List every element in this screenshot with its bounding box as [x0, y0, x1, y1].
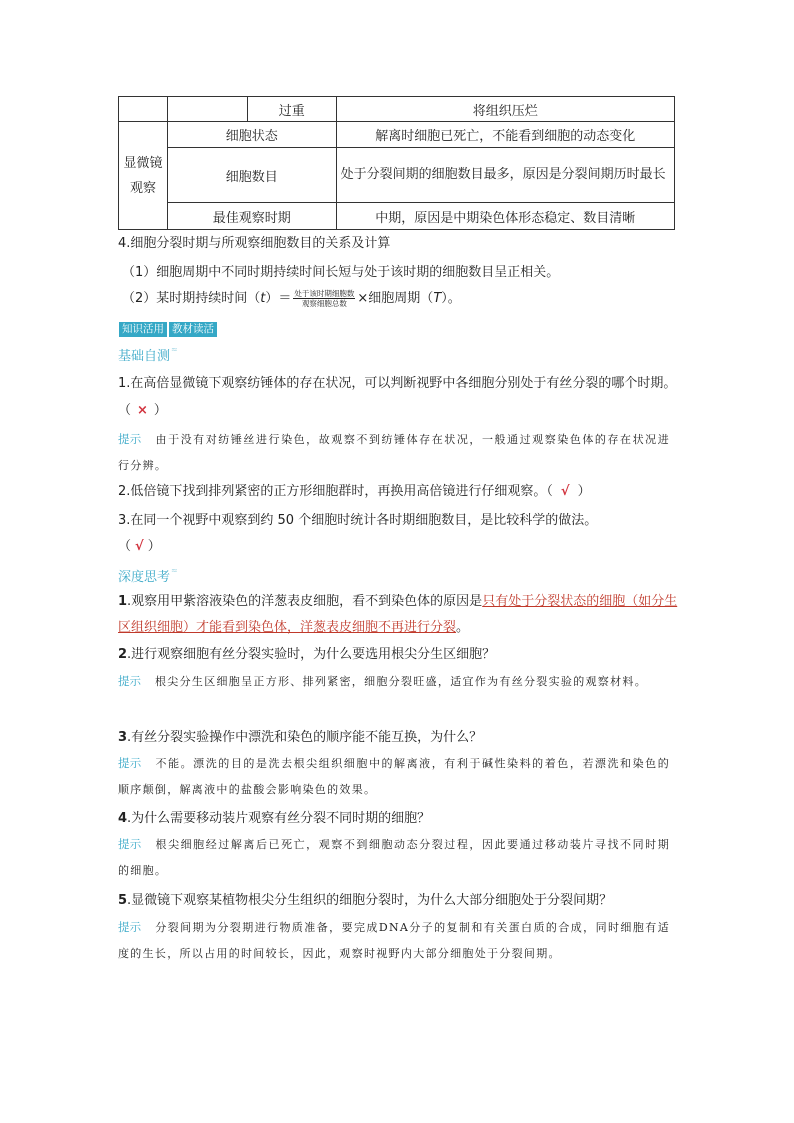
deep-q1: 1.观察用甲紫溶液染色的洋葱表皮细胞，看不到染色体的原因是只有处于分裂状态的细胞（如分生区组织细胞）才能看到染色体，洋葱表皮细胞不再进行分裂。 [118, 594, 678, 635]
formula-var-T: T [433, 291, 442, 306]
table-cell [167, 97, 247, 122]
wave-icon: ≈ [171, 345, 178, 354]
section4-title: 4.细胞分裂时期与所观察细胞数目的关系及计算 [118, 236, 391, 251]
table-row [119, 203, 675, 230]
basic-q2: 2.低倍镜下找到排列紧密的正方形细胞群时，再换用高倍镜进行仔细观察。（ √ ） [118, 484, 591, 499]
deep-q5: 5.显微镜下观察某植物根尖分生组织的细胞分裂时，为什么大部分细胞处于分裂间期？ [118, 893, 613, 908]
section4-item2 [122, 287, 461, 311]
table-cell: 过重 [247, 97, 336, 122]
deep-think-heading: 深度思考≈ [118, 566, 178, 585]
table-cell: 中期，原因是中期染色体形态稳定、数目清晰 [336, 203, 674, 230]
hint-label: 提示 [118, 674, 141, 688]
formula-var-t: t [260, 291, 266, 306]
answer-mark: √ [560, 484, 570, 499]
table-row [119, 148, 675, 203]
table-cell: 处于分裂间期的细胞数目最多，原因是分裂间期历时最长 [336, 148, 674, 203]
formula-text: ×细胞周期（ [357, 291, 434, 306]
deep-q2: 2.进行观察细胞有丝分裂实验时，为什么要选用根尖分生区细胞？ [118, 647, 496, 662]
section-badges [119, 322, 217, 337]
table-cell: 细胞状态 [167, 122, 336, 148]
basic-q1: 1.在高倍显微镜下观察纺锤体的存在状况，可以判断视野中各细胞分别处于有丝分裂的哪个时期。（ × ） [118, 376, 677, 418]
formula-text: ）。 [441, 291, 461, 306]
formula-text: （2）某时期持续时间（ [122, 291, 261, 306]
fraction-numerator: 处于该时期细胞数 [294, 289, 355, 298]
deep-q4: 4.为什么需要移动装片观察有丝分裂不同时期的细胞？ [118, 811, 431, 826]
answer-mark: × [137, 403, 148, 418]
hint-label: 提示 [118, 756, 142, 770]
hint-label: 提示 [118, 432, 142, 446]
group-label-cell: 显微镜观察 [119, 122, 168, 230]
table-cell: 最佳观察时期 [167, 203, 336, 230]
table-cell: 细胞数目 [167, 148, 336, 203]
table-cell [119, 97, 168, 122]
fraction-denominator: 观察细胞总数 [301, 299, 347, 308]
hint-label: 提示 [118, 920, 142, 934]
deep-q3: 3.有丝分裂实验操作中漂洗和染色的顺序能不能互换，为什么？ [118, 730, 483, 745]
deep-hint3: 提示 不能。漂洗的目的是洗去根尖组织细胞中的解离液，有利于碱性染料的着色，若漂洗和染色的顺序颠倒，解离液中的盐酸会影响染色的效果。 [118, 756, 671, 796]
table-row [119, 97, 675, 122]
basic-hint1: 提示 由于没有对纺锤丝进行染色，故观察不到纺锤体存在状况，一般通过观察染色体的存在状况进行分辨。 [118, 432, 671, 472]
wave-icon: ≈ [171, 566, 178, 575]
basic-test-heading: 基础自测≈ [118, 345, 178, 364]
table-row [119, 122, 675, 148]
observation-table [118, 96, 675, 230]
formula-text: ）＝ [265, 291, 292, 306]
formula-fraction [293, 289, 355, 308]
badge-textbook: 教材读活 [169, 322, 217, 337]
badge-knowledge: 知识活用 [119, 322, 167, 337]
answer-fill: 只有处于分裂状态的细胞（如分生区组织细胞）才能看到染色体，洋葱表皮细胞不再进行分裂 [118, 594, 678, 635]
deep-hint4: 提示 根尖细胞经过解离后已死亡，观察不到细胞动态分裂过程，因此要通过移动装片寻找不同时期的细胞。 [118, 837, 671, 877]
deep-hint5: 提示 分裂间期为分裂期进行物质准备，要完成DNA分子的复制和有关蛋白质的合成，同时细胞有适度的生长，所以占用的时间较长，因此，观察时视野内大部分细胞处于分裂间期。 [118, 920, 670, 960]
deep-hint2: 提示 根尖分生区细胞呈正方形、排列紧密，细胞分裂旺盛，适宜作为有丝分裂实验的观察材料。 [118, 674, 647, 688]
hint-label: 提示 [118, 837, 142, 851]
basic-q3: 3.在同一个视野中观察到约 50 个细胞时统计各时期细胞数目，是比较科学的做法。 （ √ ） [118, 513, 598, 554]
section4-item1: （1）细胞周期中不同时期持续时间长短与处于该时期的细胞数目呈正相关。 [122, 265, 560, 280]
answer-mark: √ [135, 539, 144, 554]
table-cell: 解离时细胞已死亡，不能看到细胞的动态变化 [336, 122, 674, 148]
table-cell: 将组织压烂 [336, 97, 674, 122]
